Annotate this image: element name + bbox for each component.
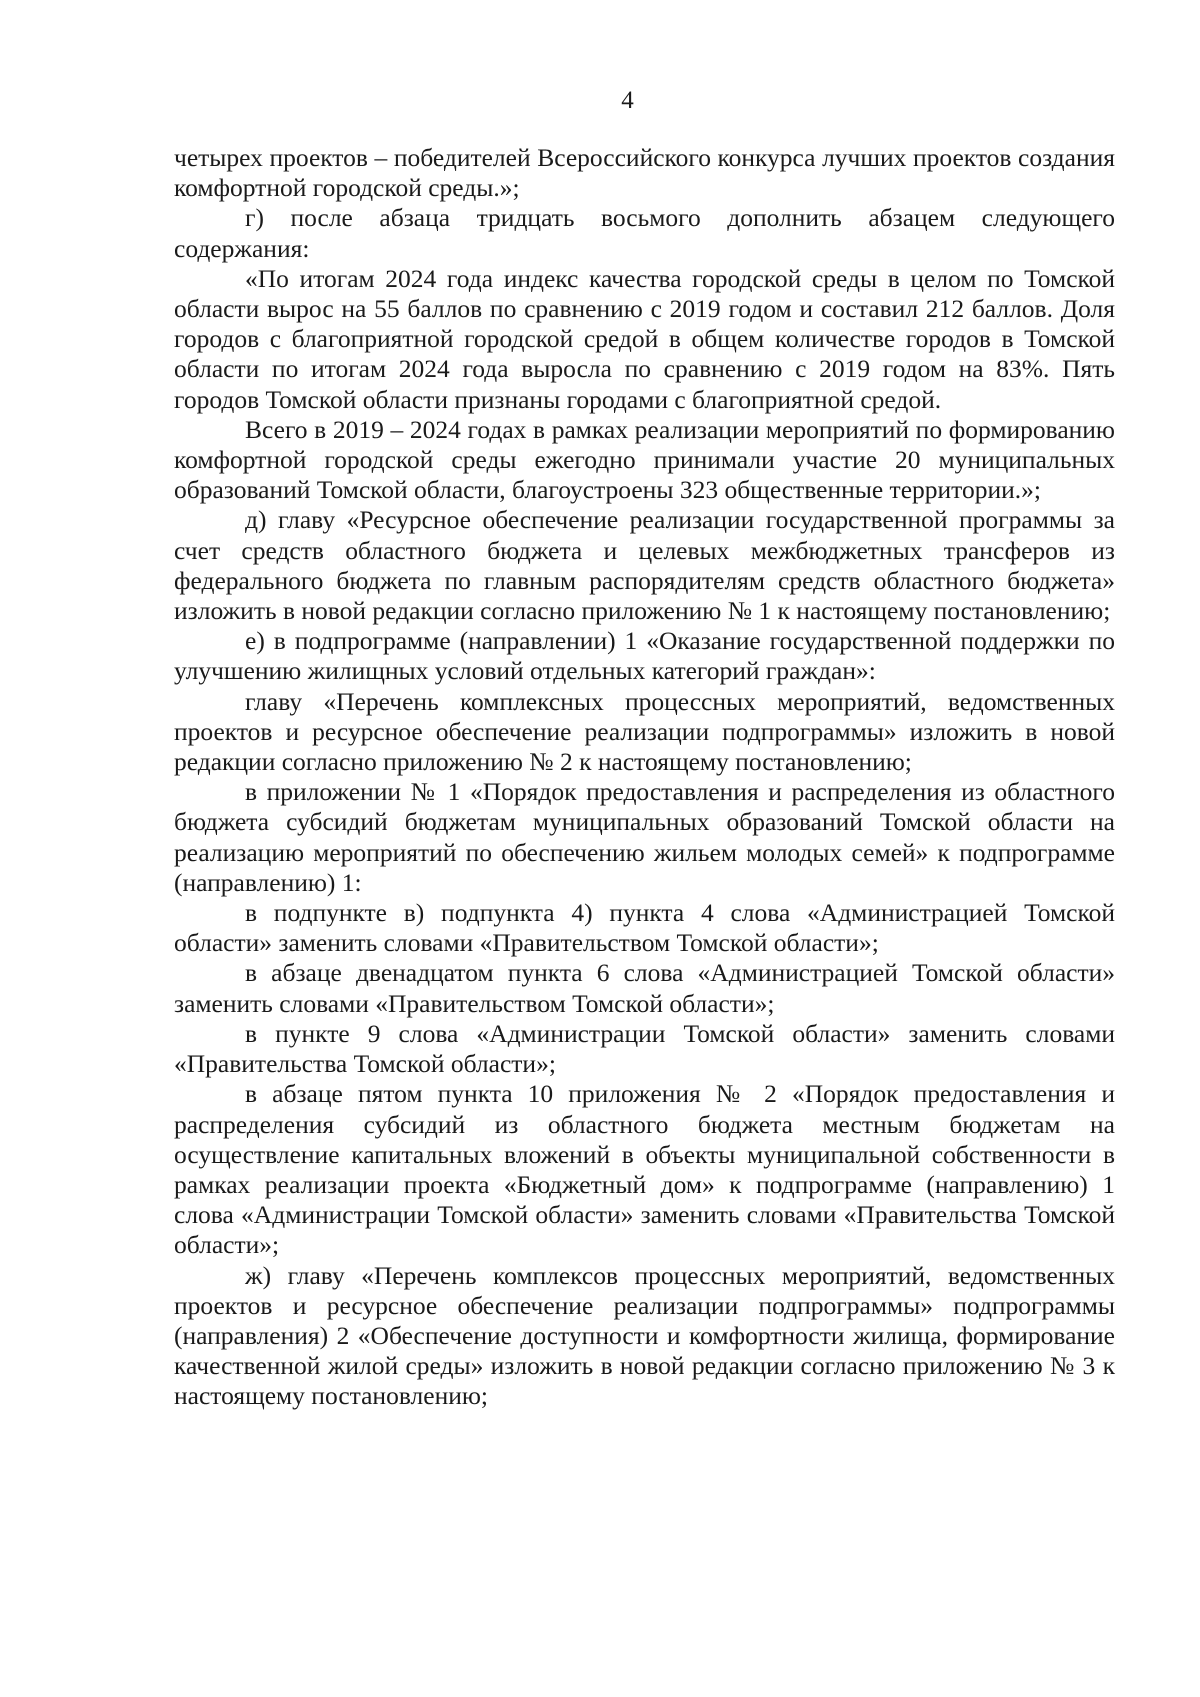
paragraph-item-d: д) главу «Ресурсное обеспечение реализации государственной программы за счет средств областного бюджета и целевых межбюджетных трансферов из федерального бюджета по главным распорядителям средств областного бюджета» изложить в новой редакции согласно приложению № 1 к настоящему постановлению; bbox=[174, 505, 1115, 626]
paragraph-point-6: в абзаце двенадцатом пункта 6 слова «Администрацией Томской области» заменить словами «Правительством Томской области»; bbox=[174, 958, 1115, 1018]
paragraph-point-10: в абзаце пятом пункта 10 приложения № 2 «Порядок предоставления и распределения субсидий из областного бюджета местным бюджетам на осуществление капитальных вложений в объекты муниципальной собственности в рамках реализации проекта «Бюджетный дом» к подпрограмме (направлению) 1 слова «Администрации Томской области» заменить словами «Правительства Томской области»; bbox=[174, 1079, 1115, 1260]
document-body bbox=[174, 143, 1115, 1412]
paragraph-quote-participants: Всего в 2019 – 2024 годах в рамках реализации мероприятий по формированию комфортной городской среды ежегодно принимали участие 20 муниципальных образований Томской области, благоустроены 323 общественные территории.»; bbox=[174, 414, 1115, 505]
paragraph-item-zh: ж) главу «Перечень комплексов процессных мероприятий, ведомственных проектов и ресурсное обеспечение реализации подпрограммы» подпрограммы (направления) 2 «Обеспечение доступности и комфортности жилища, формирование качественной жилой среды» изложить в новой редакции согласно приложению № 3 к настоящему постановлению; bbox=[174, 1260, 1115, 1411]
paragraph-point-9: в пункте 9 слова «Администрации Томской области» заменить словами «Правительства Томской области»; bbox=[174, 1018, 1115, 1079]
paragraph-appendix-1: в приложении № 1 «Порядок предоставления и распределения из областного бюджета субсидий бюджетам муниципальных образований Томской области на реализацию мероприятий по обеспечению жильем молодых семей» к подпрограмме (направлению) 1: bbox=[174, 777, 1115, 897]
paragraph-subpoint-4: в подпункте в) подпункта 4) пункта 4 слова «Администрацией Томской области» заменить словами «Правительством Томской области»; bbox=[174, 898, 1115, 958]
paragraph-continuation: четырех проектов – победителей Всероссийского конкурса лучших проектов создания комфортной городской среды.»; bbox=[174, 143, 1115, 203]
paragraph-chapter-list: главу «Перечень комплексных процессных мероприятий, ведомственных проектов и ресурсное обеспечение реализации подпрограммы» изложить в новой редакции согласно приложению № 2 к настоящему постановлению; bbox=[174, 686, 1115, 777]
page-number: 4 bbox=[621, 87, 634, 114]
paragraph-item-e: е) в подпрограмме (направлении) 1 «Оказание государственной поддержки по улучшению жилищных условий отдельных категорий граждан»: bbox=[174, 626, 1115, 686]
paragraph-quote-index: «По итогам 2024 года индекс качества городской среды в целом по Томской области вырос на 55 баллов по сравнению с 2019 годом и составил 212 баллов. Доля городов с благоприятной городской средой в общем количестве городов в Томской области по итогам 2024 года выросла по сравнению с 2019 годом на 83%. Пять городов Томской области признаны городами с благоприятной средой. bbox=[174, 263, 1115, 414]
paragraph-item-g: г) после абзаца тридцать восьмого дополнить абзацем следующего содержания: bbox=[174, 203, 1115, 263]
